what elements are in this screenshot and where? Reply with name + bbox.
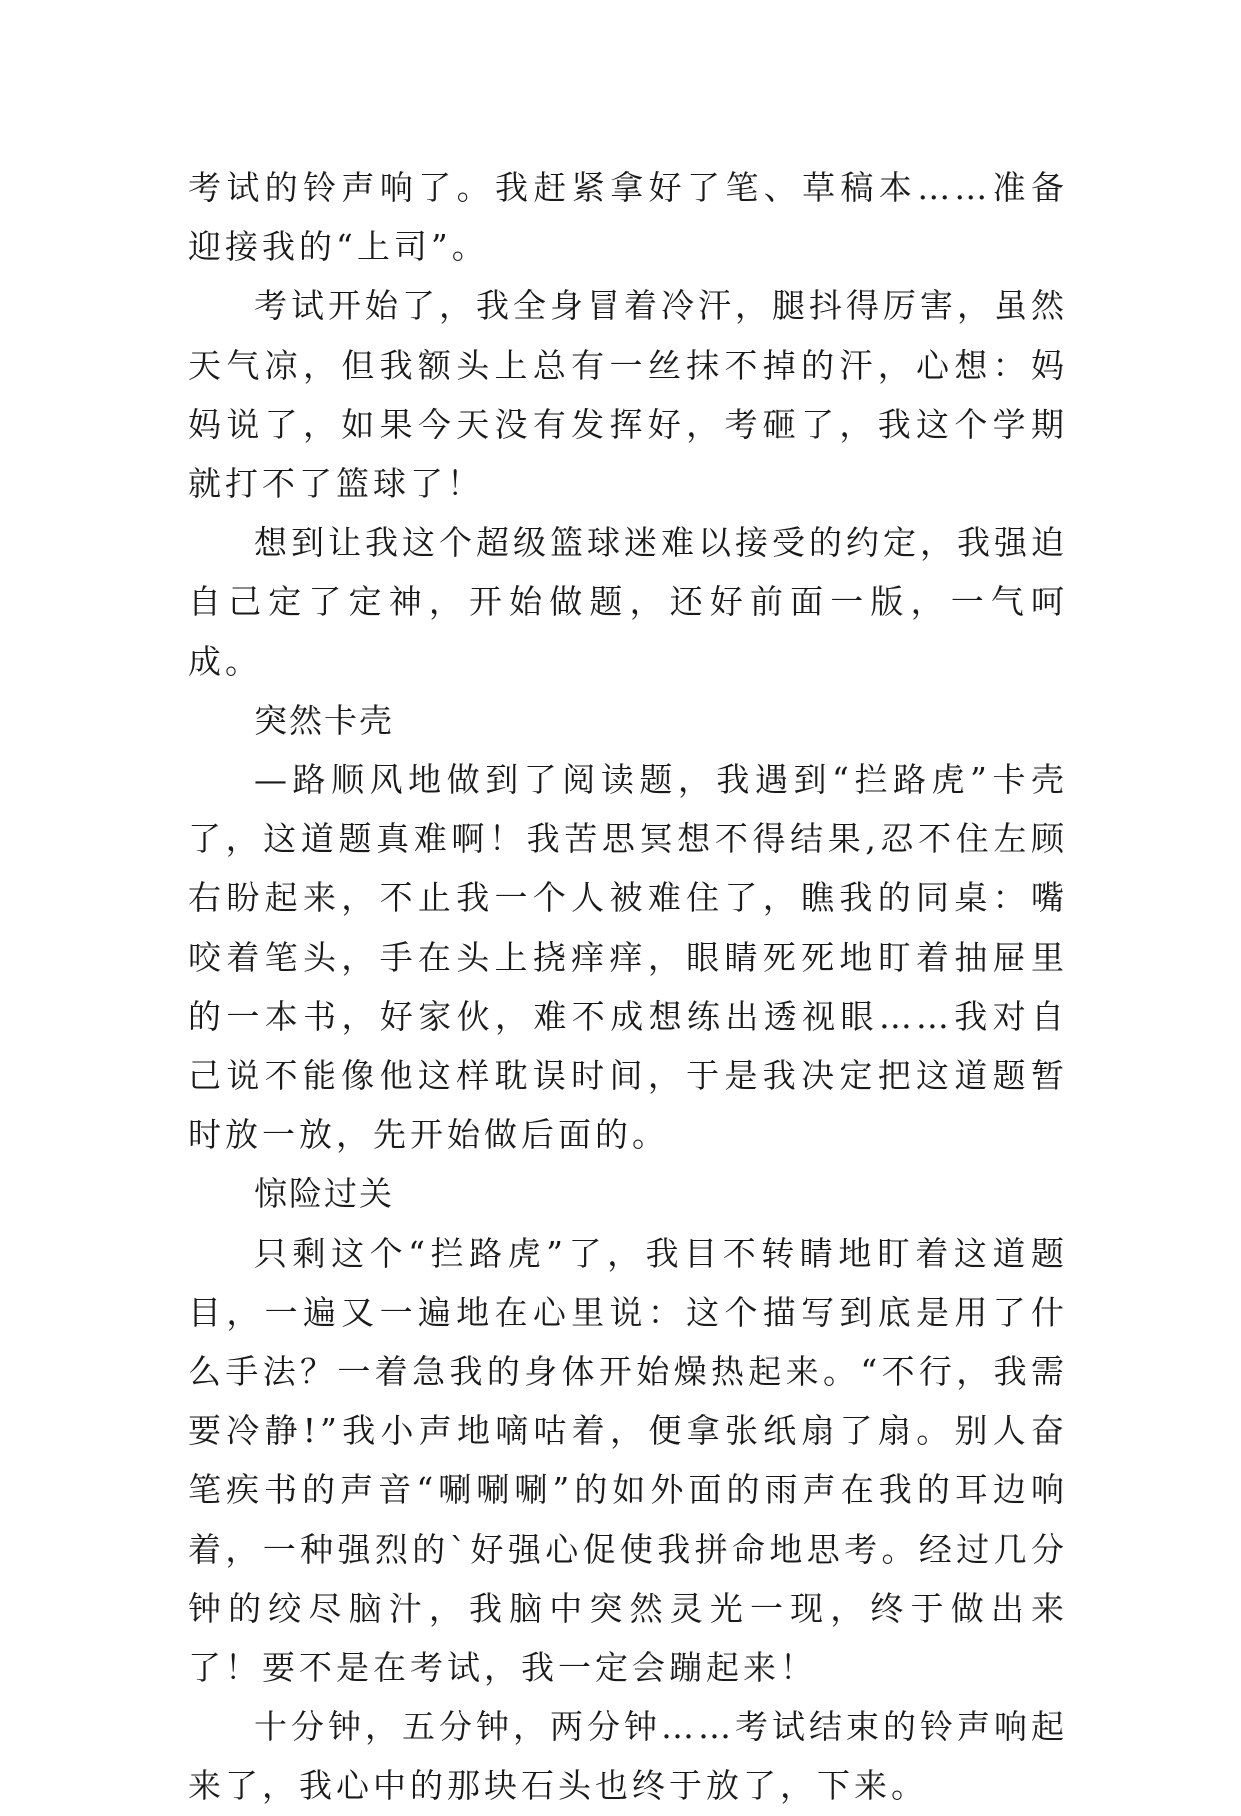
paragraph-exam-bell: 考试的铃声响了。我赶紧拿好了笔、草稿本……准备迎接我的“上司”。	[188, 168, 1068, 267]
paragraph-reading-question: —路顺风地做到了阅读题，我遇到“拦路虎”卡壳了，这道题真难啊！我苦思冥想不得结果,忍不住左顾右盼起来，不止我一个人被难住了，瞧我的同桌：嘴咬着笔头，手在头上挠痒痒，眼睛死死地盯着抽屉里的一本书，好家伙，难不成想练出透视眼……我对自己说不能像他这样耽误时间，于是我决定把这道题暂时放一放，先开始做后面的。	[188, 760, 1068, 1155]
paragraph-exam-start: 考试开始了，我全身冒着冷汗，腿抖得厉害，虽然天气凉，但我额头上总有一丝抹不掉的汗，心想：妈妈说了，如果今天没有发挥好，考砸了，我这个学期就打不了篮球了！	[188, 286, 1068, 504]
paragraph-calm-down: 想到让我这个超级篮球迷难以接受的约定，我强迫自己定了定神，开始做题，还好前面一版，一气呵成。	[188, 523, 1068, 681]
essay-body	[188, 158, 1068, 1816]
section-heading-close-call: 惊险过关	[254, 1174, 394, 1214]
paragraph-exam-end: 十分钟，五分钟，两分钟……考试结束的铃声响起来了，我心中的那块石头也终于放了，下来。	[188, 1707, 1068, 1806]
paragraph-last-question: 只剩这个“拦路虎”了，我目不转睛地盯着这道题目，一遍又一遍地在心里说：这个描写到底是用了什么手法？一着急我的身体开始燥热起来。“不行，我需要冷静!”我小声地嘀咕着，便拿张纸扇了扇。别人奋笔疾书的声音“唰唰唰”的如外面的雨声在我的耳边响着，一种强烈的`好强心促使我拼命地思考。经过几分钟的绞尽脑汁，我脑中突然灵光一现，终于做出来了！要不是在考试，我一定会蹦起来！	[188, 1233, 1068, 1688]
section-heading-stuck: 突然卡壳	[254, 700, 394, 740]
